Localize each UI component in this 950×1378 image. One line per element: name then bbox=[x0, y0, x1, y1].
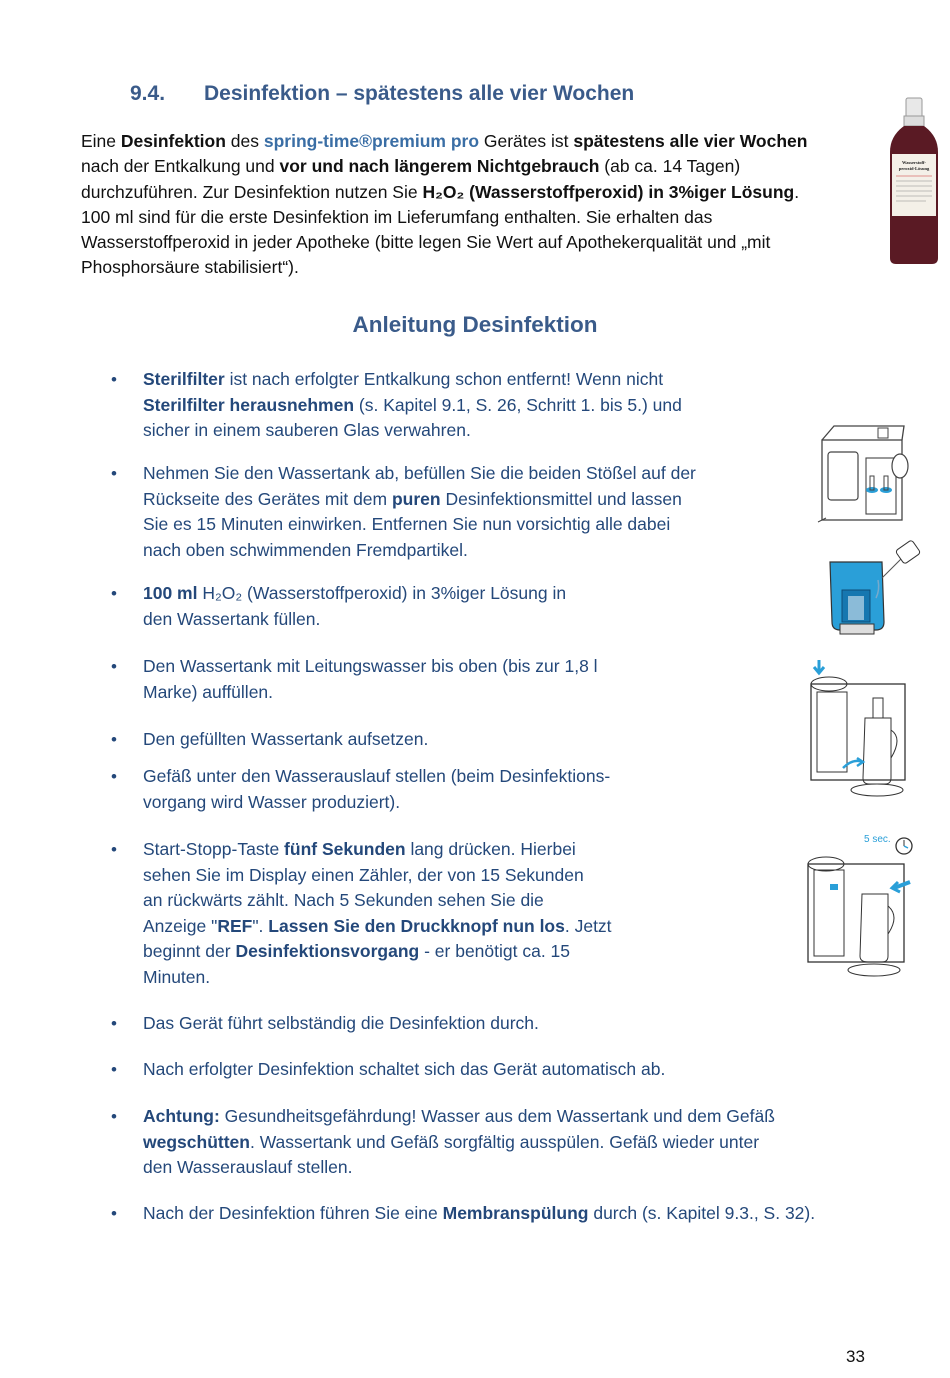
timer-label: 5 sec. bbox=[864, 834, 891, 845]
tank-filling-illustration bbox=[822, 540, 922, 640]
device-tank-inserted-illustration bbox=[803, 658, 911, 800]
section-heading bbox=[130, 82, 634, 106]
bullet: • bbox=[111, 370, 117, 389]
svg-text:peroxid-Lösung: peroxid-Lösung bbox=[898, 166, 930, 171]
page-number: 33 bbox=[846, 1347, 865, 1366]
bullet: • bbox=[111, 840, 117, 859]
section-number: 9.4. bbox=[130, 82, 166, 105]
bullet: • bbox=[111, 657, 117, 676]
bullet: • bbox=[111, 464, 117, 483]
bullet: • bbox=[111, 767, 117, 786]
instructions-title: Anleitung Desinfektion bbox=[352, 312, 598, 337]
bullet: • bbox=[111, 1060, 117, 1079]
bullet: • bbox=[111, 730, 117, 749]
bullet: • bbox=[111, 1204, 117, 1223]
start-button-press-illustration bbox=[802, 830, 914, 980]
peroxide-bottle-image bbox=[886, 96, 942, 266]
intro-paragraph: Eine Desinfektion des spring-time®premium pro Gerätes ist spätestens alle vier Wochen nach der Entkalkung und vor und nach längerem Nichtgebrauch (ab ca. 14 Tagen) durchzuführen. Zur Desinfektion nutzen Sie H₂O₂ (Wasserstoffperoxid) in 3%iger Lösung. 100 ml sind für die erste Desinfektion im Lieferumfang enthalten. Sie erhalten das Wasserstoffperoxid in jeder Apotheke (bitte legen Sie Wert auf Apothekerqualität und „mit Phosphorsäure stabilisiert“). bbox=[81, 131, 808, 278]
product-name: spring-time®premium pro bbox=[263, 131, 480, 151]
svg-text:Wasserstoff-: Wasserstoff- bbox=[902, 160, 926, 165]
device-rear-illustration bbox=[812, 418, 910, 530]
bullet: • bbox=[111, 1107, 117, 1126]
section-title: Desinfektion – spätestens alle vier Wochen bbox=[204, 82, 635, 105]
bullet: • bbox=[111, 584, 117, 603]
bullet: • bbox=[111, 1014, 117, 1033]
